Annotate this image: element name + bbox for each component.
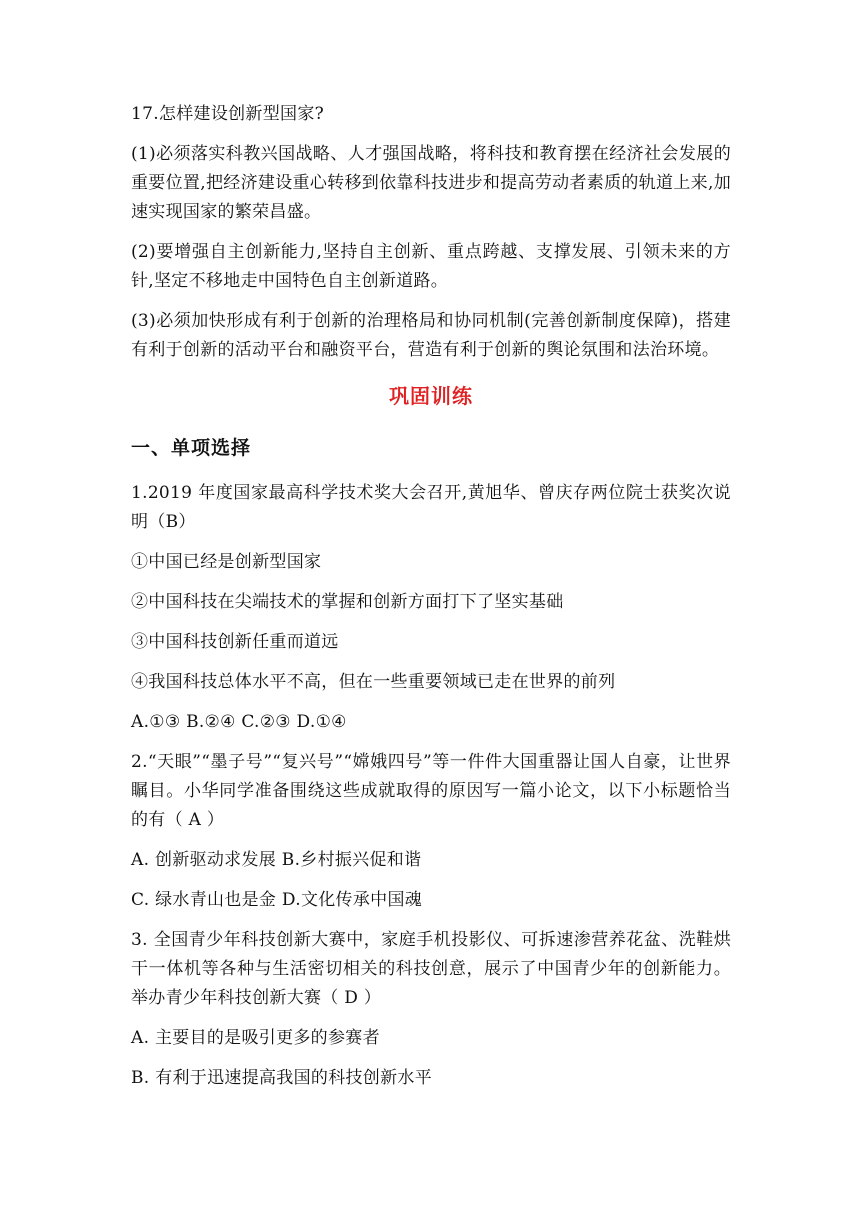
question-1-statement-3: ③中国科技创新任重而道远 bbox=[131, 632, 339, 652]
question-1-stem: 1.2019 年度国家最高科学技术奖大会召开,黄旭华、曾庆存两位院士获奖次说明（B） bbox=[131, 483, 731, 532]
part-heading: 一、单项选择 bbox=[131, 437, 252, 459]
answer-paragraph-1: (1)必须落实科教兴国战略、人才强国战略，将科技和教育摆在经济社会发展的重要位置,把经济建设重心转移到依靠科技进步和提高劳动者素质的轨道上来,加速实现国家的繁荣昌盛。 bbox=[131, 144, 731, 222]
question-1-statement-1: ①中国已经是创新型国家 bbox=[131, 552, 322, 572]
question-1-statement-2: ②中国科技在尖端技术的掌握和创新方面打下了坚实基础 bbox=[131, 592, 564, 612]
question-2-choices-ab: A. 创新驱动求发展 B.乡村振兴促和谐 bbox=[131, 850, 422, 870]
question-2-stem: 2.“天眼”“墨子号”“复兴号”“嫦娥四号”等一件件大国重器让国人自豪，让世界瞩目。小华同学准备围绕这些成就取得的原因写一篇小论文，以下小标题恰当的有（ A ） bbox=[131, 752, 731, 830]
document-page bbox=[131, 100, 731, 1104]
question-3-stem: 3. 全国青少年科技创新大赛中，家庭手机投影仪、可拆速渗营养花盆、洗鞋烘干一体机等各种与生活密切相关的科技创意，展示了中国青少年的创新能力。举办青少年科技创新大赛（ D ） bbox=[131, 930, 731, 1008]
question-1-statement-4: ④我国科技总体水平不高，但在一些重要领域已走在世界的前列 bbox=[131, 672, 616, 692]
section-title: 巩固训练 bbox=[389, 384, 473, 408]
question-2-choices-cd: C. 绿水青山也是金 D.文化传承中国魂 bbox=[131, 890, 423, 910]
answer-paragraph-3: (3)必须加快形成有利于创新的治理格局和协同机制(完善创新制度保障)，搭建有利于创新的活动平台和融资平台，营造有利于创新的舆论氛围和法治环境。 bbox=[131, 311, 731, 360]
question-17-title: 17.怎样建设创新型国家? bbox=[131, 104, 325, 124]
question-3-choice-b: B. 有利于迅速提高我国的科技创新水平 bbox=[131, 1068, 432, 1088]
answer-paragraph-2: (2)要增强自主创新能力,坚持自主创新、重点跨越、支撑发展、引领未来的方针,坚定不移地走中国特色自主创新道路。 bbox=[131, 242, 731, 291]
question-3-choice-a: A. 主要目的是吸引更多的参赛者 bbox=[131, 1028, 380, 1048]
question-1-choices: A.①③ B.②④ C.②③ D.①④ bbox=[131, 712, 347, 732]
